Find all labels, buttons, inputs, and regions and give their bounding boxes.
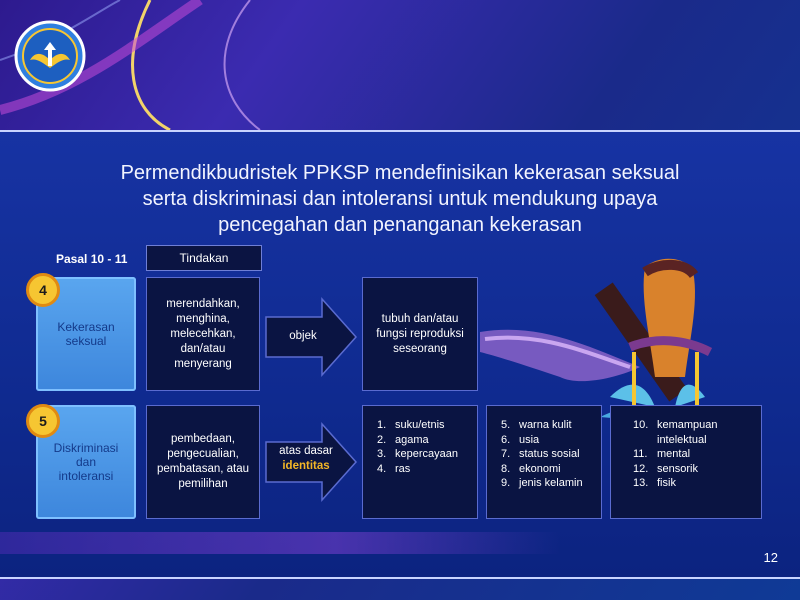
arrow-label-objek: objek xyxy=(289,330,317,342)
number-badge-5: 5 xyxy=(26,404,60,438)
category-kekerasan-seksual: Kekerasan seksual xyxy=(36,277,136,391)
list-item: 1. suku/etnis xyxy=(377,419,445,431)
pasal-label: Pasal 10 - 11 xyxy=(56,252,128,266)
list-item: 9. jenis kelamin xyxy=(501,477,583,489)
list-item: 3. kepercayaan xyxy=(377,448,458,460)
list-item: 10. kemampuan intelektual xyxy=(633,419,718,446)
actions-box-row5: pembedaan, pengecualian, pembatasan, atau pemilihan xyxy=(146,405,260,519)
list-item: 5. warna kulit xyxy=(501,419,572,431)
list-item: 4. ras xyxy=(377,462,411,475)
ministry-logo-icon xyxy=(14,20,86,92)
object-box-row4: tubuh dan/atau fungsi reproduksi seseorang xyxy=(362,277,478,391)
tindakan-header: Tindakan xyxy=(146,245,262,271)
raised-fist-illustration-icon xyxy=(480,227,725,427)
identity-list-3 xyxy=(610,405,762,519)
slide-heading: Permendikbudristek PPKSP mendefinisikan kekerasan seksual serta diskriminasi dan intoleransi untuk mendukung upaya pencegahan dan penanganan kekerasan xyxy=(120,162,680,236)
identity-list-1 xyxy=(362,405,478,519)
list-item: 12. sensorik xyxy=(633,462,698,475)
list-item: 2. agama xyxy=(377,433,429,446)
page-number: 12 xyxy=(763,550,778,565)
list-item: 8. ekonomi xyxy=(501,462,561,475)
arrow-label-atas-dasar-identitas: atas dasar identitas xyxy=(279,445,333,472)
actions-box-row4: merendahkan, menghina, melecehkan, dan/atau menyerang xyxy=(146,277,260,391)
list-item: 6. usia xyxy=(501,433,540,446)
list-item: 13. fisik xyxy=(633,477,676,489)
identity-list-2 xyxy=(486,405,602,519)
list-item: 7. status sosial xyxy=(501,448,580,460)
category-diskriminasi-intoleransi: Diskriminasi dan intoleransi xyxy=(36,405,136,519)
slide-panel xyxy=(0,130,800,579)
decorative-bottom-bar xyxy=(0,532,560,554)
list-item: 11. mental xyxy=(633,448,691,460)
number-badge-4: 4 xyxy=(26,273,60,307)
